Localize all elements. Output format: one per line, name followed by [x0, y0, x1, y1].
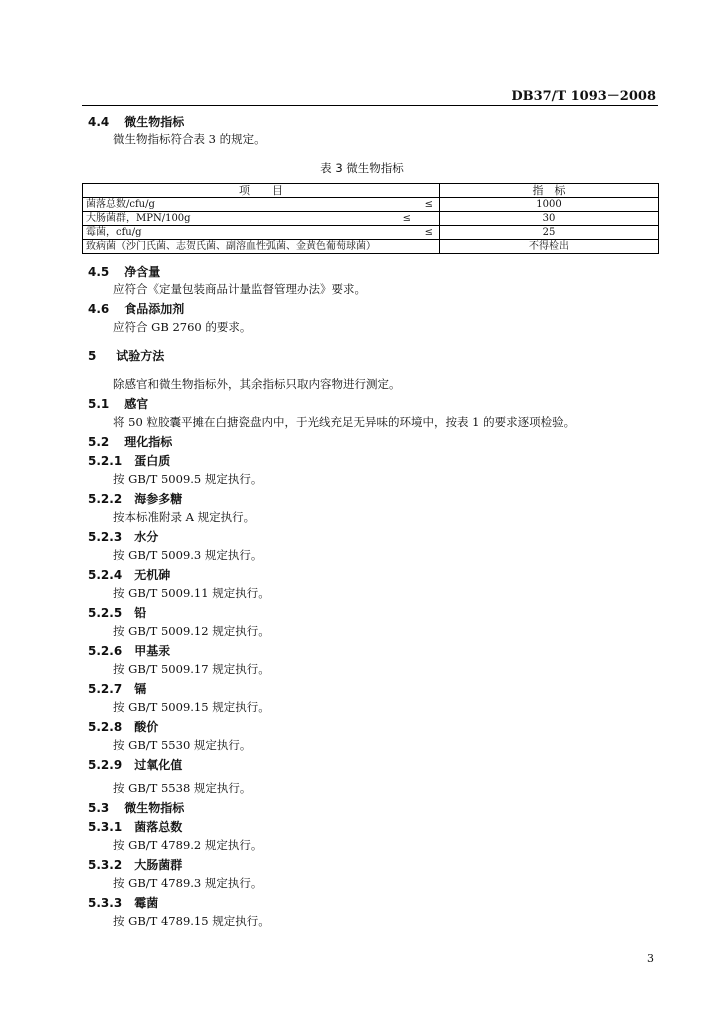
section-number: 5.2.6: [88, 644, 123, 658]
paragraph-4-4: 微生物指标符合表 3 的规定。: [113, 132, 266, 146]
paragraph-5-2-8: 按 GB/T 5530 规定执行。: [113, 738, 252, 752]
microbial-index-table: [82, 183, 659, 254]
section-heading-5-3: [88, 799, 184, 816]
section-heading-5-1: [88, 395, 148, 412]
section-title: 蛋白质: [134, 454, 171, 468]
row-item: [83, 212, 440, 226]
row-comparator: ≤: [424, 227, 433, 238]
section-number: 5.2.4: [88, 568, 123, 582]
subsection-heading-5-2-9: [88, 756, 182, 773]
row-item-label: 菌落总数/cfu/g: [86, 199, 155, 210]
subsection-heading-5-2-8: [88, 718, 158, 735]
table-header-row: [83, 184, 659, 198]
section-title: 铅: [134, 606, 147, 620]
column-header-value: 指 标: [440, 184, 659, 198]
subsection-heading-5-2-6: [88, 642, 170, 659]
column-header-item: 项 目: [83, 184, 440, 198]
table-row: [83, 226, 659, 240]
section-heading-4-4: [88, 113, 184, 130]
section-number: 5.2.7: [88, 682, 123, 696]
page-number: 3: [647, 952, 654, 965]
row-item-label: 大肠菌群，MPN/100g: [86, 213, 191, 224]
section-title: 无机砷: [134, 568, 171, 582]
section-title: 微生物指标: [124, 115, 185, 129]
section-heading-5-2: [88, 433, 172, 450]
paragraph-4-5: 应符合《定量包装商品计量监督管理办法》要求。: [113, 282, 366, 296]
section-heading-4-5: [88, 263, 160, 280]
paragraph-5-3-2: 按 GB/T 4789.3 规定执行。: [113, 876, 263, 890]
table-caption: 表 3 微生物指标: [320, 161, 404, 175]
section-number: 5.2: [88, 435, 110, 449]
section-title: 甲基汞: [134, 644, 171, 658]
paragraph-5-1: 将 50 粒胶囊平摊在白搪瓷盘内中，于光线充足无异味的环境中，按表 1 的要求逐项检验。: [113, 415, 576, 429]
section-title: 试验方法: [116, 349, 165, 363]
section-title: 水分: [134, 530, 159, 544]
section-number: 5.2.3: [88, 530, 123, 544]
paragraph-4-6: 应符合 GB 2760 的要求。: [113, 320, 252, 334]
section-number: 5.3.1: [88, 820, 123, 834]
section-title: 食品添加剂: [124, 302, 185, 316]
row-item: [83, 240, 440, 254]
section-title: 过氧化值: [134, 758, 183, 772]
section-number: 4.5: [88, 265, 110, 279]
section-title: 大肠菌群: [134, 858, 183, 872]
paragraph-5-2-3: 按 GB/T 5009.3 规定执行。: [113, 548, 263, 562]
subsection-heading-5-3-3: [88, 894, 158, 911]
header-divider: [82, 105, 658, 106]
row-item-label: 致病菌（沙门氏菌、志贺氏菌、副溶血性弧菌、金黄色葡萄球菌）: [86, 241, 376, 252]
row-item: [83, 198, 440, 212]
section-title: 净含量: [124, 265, 161, 279]
paragraph-5-2-1: 按 GB/T 5009.5 规定执行。: [113, 472, 263, 486]
row-item-label: 霉菌，cfu/g: [86, 227, 142, 238]
subsection-heading-5-2-1: [88, 452, 170, 469]
section-number: 5.3.3: [88, 896, 123, 910]
section-title: 霉菌: [134, 896, 159, 910]
section-title: 酸价: [134, 720, 159, 734]
subsection-heading-5-2-2: [88, 490, 182, 507]
section-number: 5.2.5: [88, 606, 123, 620]
paragraph-5-2-6: 按 GB/T 5009.17 规定执行。: [113, 662, 270, 676]
section-number: 5.3: [88, 801, 110, 815]
section-number: 5.2.2: [88, 492, 123, 506]
subsection-heading-5-2-7: [88, 680, 146, 697]
section-title: 菌落总数: [134, 820, 183, 834]
section-title: 海参多糖: [134, 492, 183, 506]
document-code: DB37/T 1093－2008: [511, 89, 656, 104]
section-number: 5.2.1: [88, 454, 123, 468]
section-title: 微生物指标: [124, 801, 185, 815]
paragraph-5-2-7: 按 GB/T 5009.15 规定执行。: [113, 700, 270, 714]
section-number: 5.2.8: [88, 720, 123, 734]
row-comparator: ≤: [402, 213, 411, 224]
paragraph-5-2-4: 按 GB/T 5009.11 规定执行。: [113, 586, 270, 600]
section-title: 感官: [124, 397, 149, 411]
subsection-heading-5-2-5: [88, 604, 146, 621]
table-row: [83, 212, 659, 226]
subsection-heading-5-3-2: [88, 856, 182, 873]
subsection-heading-5-2-4: [88, 566, 170, 583]
subsection-heading-5-2-3: [88, 528, 158, 545]
section-title: 镉: [134, 682, 147, 696]
row-comparator: ≤: [424, 199, 433, 210]
section-number: 5.3.2: [88, 858, 123, 872]
table-row: [83, 240, 659, 254]
row-value: 30: [440, 212, 659, 226]
row-value: 25: [440, 226, 659, 240]
section-number: 5: [88, 349, 97, 363]
paragraph-5-3-3: 按 GB/T 4789.15 规定执行。: [113, 914, 270, 928]
section-heading-5: [88, 347, 164, 364]
paragraph-5: 除感官和微生物指标外，其余指标只取内容物进行测定。: [113, 377, 401, 391]
section-title: 理化指标: [124, 435, 173, 449]
paragraph-5-2-5: 按 GB/T 5009.12 规定执行。: [113, 624, 270, 638]
row-item: [83, 226, 440, 240]
section-number: 4.4: [88, 115, 110, 129]
section-number: 5.2.9: [88, 758, 123, 772]
section-number: 5.1: [88, 397, 110, 411]
row-value: 不得检出: [440, 240, 659, 254]
row-value: 1000: [440, 198, 659, 212]
section-number: 4.6: [88, 302, 110, 316]
table-row: [83, 198, 659, 212]
subsection-heading-5-3-1: [88, 818, 182, 835]
paragraph-5-2-2: 按本标准附录 A 规定执行。: [113, 510, 256, 524]
section-heading-4-6: [88, 300, 184, 317]
paragraph-5-2-9: 按 GB/T 5538 规定执行。: [113, 781, 252, 795]
paragraph-5-3-1: 按 GB/T 4789.2 规定执行。: [113, 838, 263, 852]
